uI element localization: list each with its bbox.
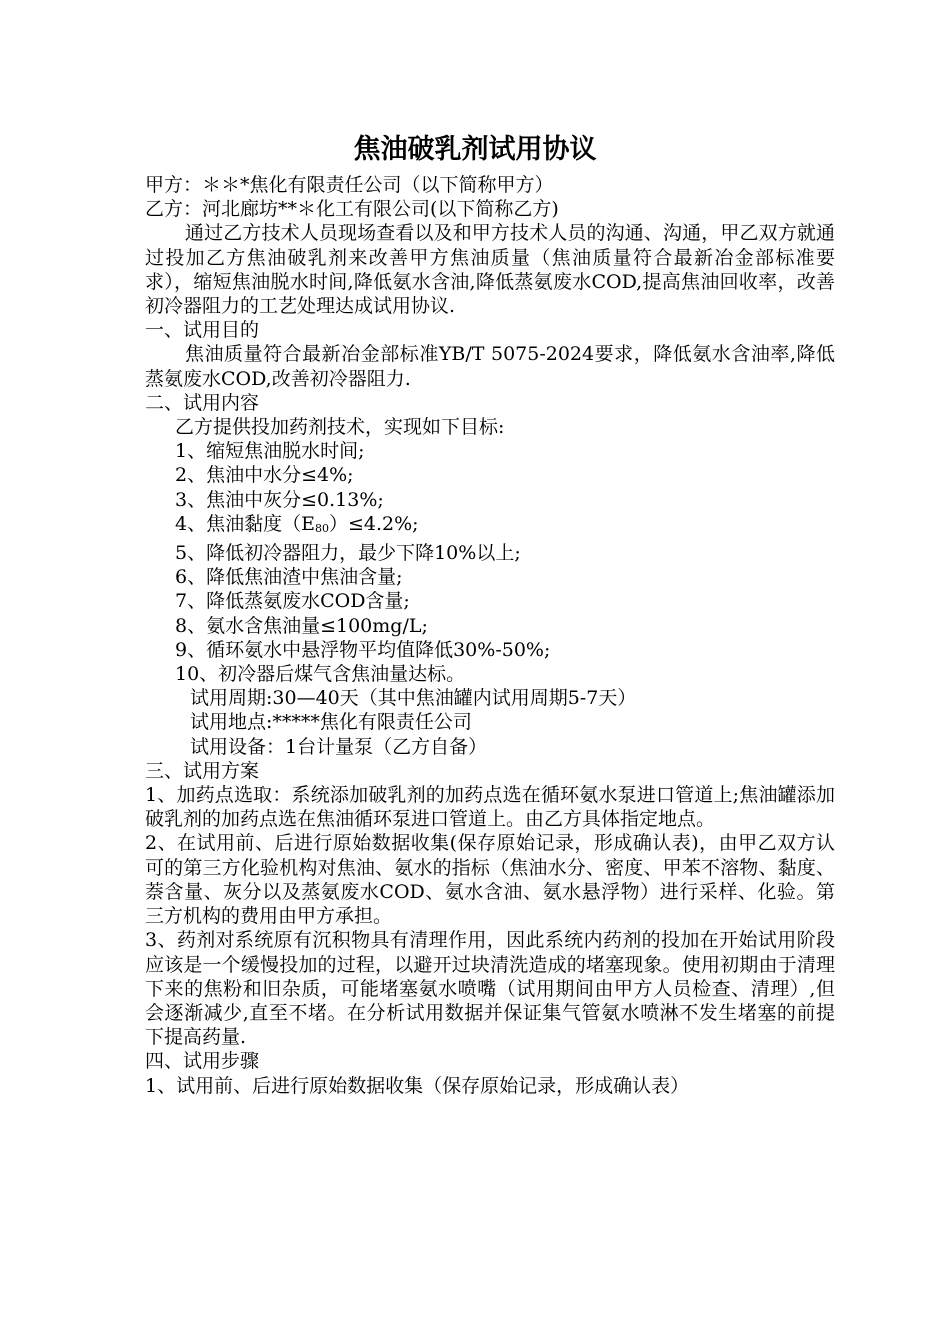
party-a-line: 甲方：＊＊*焦化有限责任公司（以下简称甲方） [145,174,554,196]
target-item: 7、降低蒸氨废水COD含量; [175,590,410,613]
section1-text: 焦油质量符合最新冶金部标准YB/T 5075-2024要求，降低氨水含油率,降低蒸氨废水COD,改善初冷器阻力. [145,343,835,390]
plan-paragraph: 2、在试用前、后进行原始数据收集(保存原始记录，形成确认表)，由甲乙双方认可的第三方化验机构对焦油、氨水的指标（焦油水分、密度、甲苯不溶物、黏度、萘含量、灰分以及蒸氨废水COD、氨水含油、氨水悬浮物）进行采样、化验。第三方机构的费用由甲方承担。 [145,832,835,928]
viscosity-subscript: 80 [314,521,329,535]
section2-heading: 二、试用内容 [145,391,260,414]
plan-paragraph: 3、药剂对系统原有沉积物具有清理作用，因此系统内药剂的投加在开始试用阶段应该是一个缓慢投加的过程，以避开过块清洗造成的堵塞现象。使用初期由于清理下来的焦粉和旧杂质，可能堵塞氨水喷嘴（试用期间由甲方人员检查、清理）,但会逐渐减少,直至不堵。在分析试用数据并保证集气管氨水喷淋不发生堵塞的前提下提高药量. [145,929,835,1049]
target-item: 5、降低初冷器阻力，最少下降10%以上; [175,542,521,565]
target-item: 8、氨水含焦油量≤100mg/L; [175,614,428,637]
target-item-tail: ）≤4.2%; [328,512,419,535]
trial-location: 试用地点:*****焦化有限责任公司 [190,711,472,734]
target-item: 3、焦油中灰分≤0.13%; [175,488,384,511]
section2-lead: 乙方提供投加药剂技术，实现如下目标: [175,416,505,439]
target-item [145,512,835,541]
target-item: 9、循环氨水中悬浮物平均值降低30%-50%; [175,638,551,661]
trial-period: 试用周期:30—40天（其中焦油罐内试用周期5-7天） [190,687,637,710]
page-title: 焦油破乳剂试用协议 [353,134,597,165]
target-item-text: 4、焦油黏度（E [175,512,315,535]
target-item: 1、缩短焦油脱水时间; [175,440,365,463]
trial-equipment: 试用设备：1台计量泵（乙方自备） [190,735,488,758]
section4-heading: 四、试用步骤 [145,1050,260,1073]
target-item: 6、降低焦油渣中焦油含量; [175,566,403,589]
section3-heading: 三、试用方案 [145,759,260,782]
section1-heading: 一、试用目的 [145,319,260,342]
target-item: 10、初冷器后煤气含焦油量达标。 [175,663,466,686]
plan-paragraph: 1、加药点选取：系统添加破乳剂的加药点选在循环氨水泵进口管道上;焦油罐添加破乳剂的加药点选在焦油循环泵进口管道上。由乙方具体指定地点。 [145,784,835,831]
step-item: 1、试用前、后进行原始数据收集（保存原始记录，形成确认表） [145,1074,690,1097]
target-item: 2、焦油中水分≤4%; [175,464,354,487]
document-body [145,173,835,1098]
party-b-line: 乙方：河北廊坊**＊化工有限公司(以下简称乙方) [145,198,559,221]
intro-paragraph: 通过乙方技术人员现场查看以及和甲方技术人员的沟通、沟通，甲乙双方就通过投加乙方焦油破乳剂来改善甲方焦油质量（焦油质量符合最新冶金部标准要求），缩短焦油脱水时间,降低氨水含油,降低蒸氨废水COD,提高焦油回收率，改善初冷器阻力的工艺处理达成试用协议. [145,222,835,318]
